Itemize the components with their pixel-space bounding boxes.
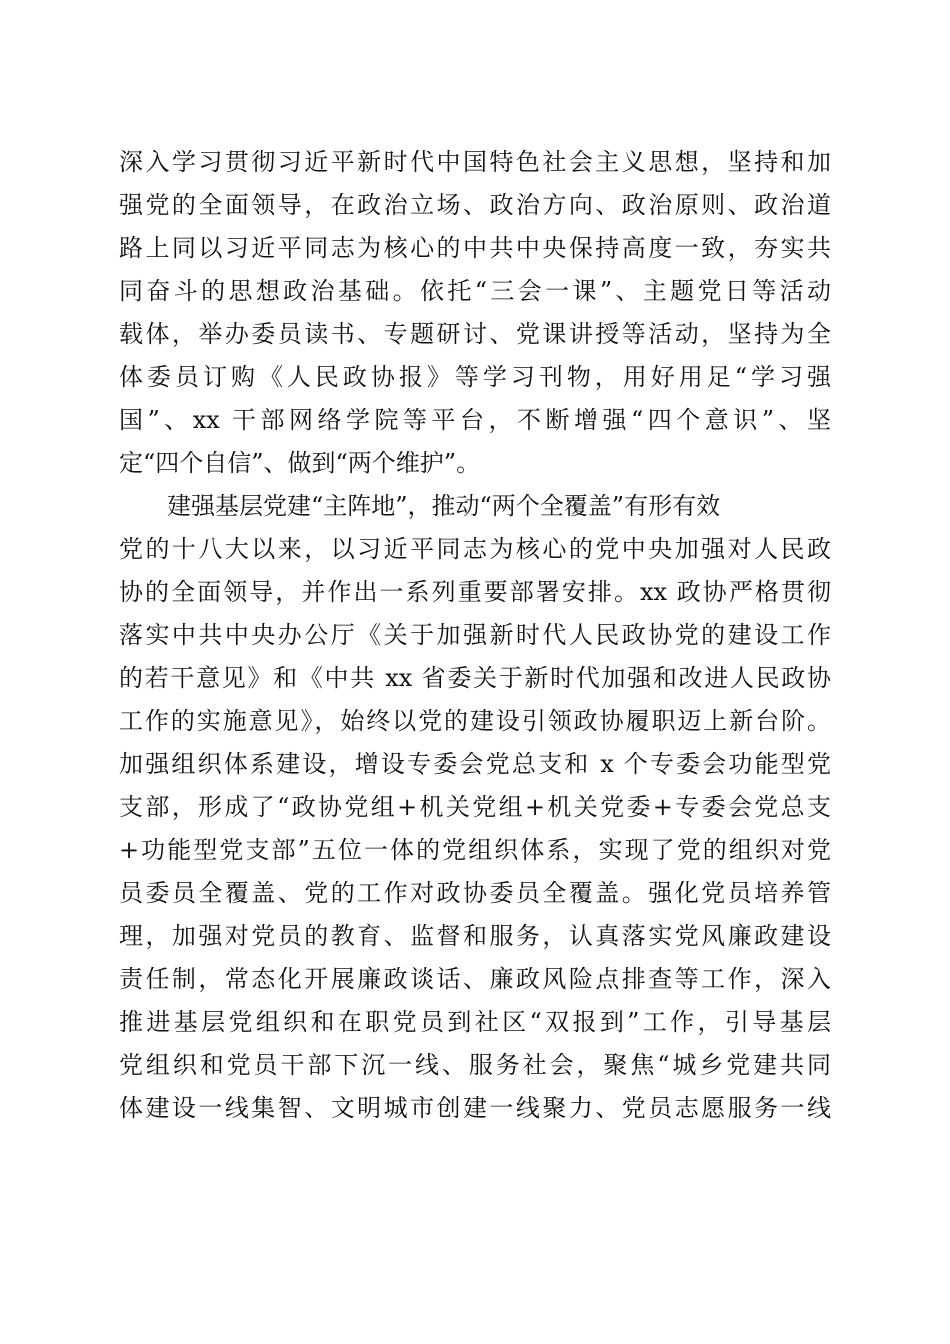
text-line: 责任制，常态化开展廉政谈话、廉政风险点排查等工作，深入 (119, 965, 831, 993)
text-line: 推进基层党组织和在职党员到社区“双报到”工作，引导基层 (119, 1008, 831, 1036)
text-line: 体委员订购《人民政协报》等学习刊物，用好用足“学习强 (119, 363, 831, 391)
text-line: +功能型党支部”五位一体的党组织体系，实现了党的组织对党 (119, 836, 831, 864)
text-line: 党组织和党员干部下沉一线、服务社会，聚焦“城乡党建共同 (119, 1051, 831, 1079)
text-line: 强党的全面领导，在政治立场、政治方向、政治原则、政治道 (119, 191, 831, 219)
text-line: 体建设一线集智、文明城市创建一线聚力、党员志愿服务一线 (119, 1094, 831, 1122)
text-line: 路上同以习近平同志为核心的中共中央保持高度一致，夯实共 (119, 234, 831, 262)
text-line: 加强组织体系建设，增设专委会党总支和 x 个专委会功能型党 (119, 750, 831, 778)
text-line: 定“四个自信”、做到“两个维护”。 (119, 449, 481, 477)
text-line: 载体，举办委员读书、专题研讨、党课讲授等活动，坚持为全 (119, 320, 831, 348)
text-line: 党的十八大以来，以习近平同志为核心的党中央加强对人民政 (119, 535, 831, 563)
text-line: 同奋斗的思想政治基础。依托“三会一课”、主题党日等活动 (119, 277, 831, 305)
paragraph-1 (119, 141, 831, 485)
document-body (119, 141, 831, 1130)
text-line: 工作的实施意见》，始终以党的建设引领政协履职迈上新台阶。 (119, 707, 831, 735)
text-line: 的若干意见》和《中共 xx 省委关于新时代加强和改进人民政协 (119, 664, 831, 692)
text-line: 支部，形成了“政协党组+机关党组+机关党委+专委会党总支 (119, 793, 831, 821)
text-line: 理，加强对党员的教育、监督和服务，认真落实党风廉政建设 (119, 922, 831, 950)
paragraph-2 (119, 528, 831, 1130)
text-line: 国”、xx 干部网络学院等平台，不断增强“四个意识”、坚 (119, 406, 831, 434)
text-line: 深入学习贯彻习近平新时代中国特色社会主义思想，坚持和加 (119, 148, 831, 176)
section-heading: 建强基层党建“主阵地”，推动“两个全覆盖”有形有效 (167, 492, 721, 520)
text-line: 员委员全覆盖、党的工作对政协委员全覆盖。强化党员培养管 (119, 879, 831, 907)
text-line: 落实中共中央办公厅《关于加强新时代人民政协党的建设工作 (119, 621, 831, 649)
text-line: 协的全面领导，并作出一系列重要部署安排。xx 政协严格贯彻 (119, 578, 831, 606)
